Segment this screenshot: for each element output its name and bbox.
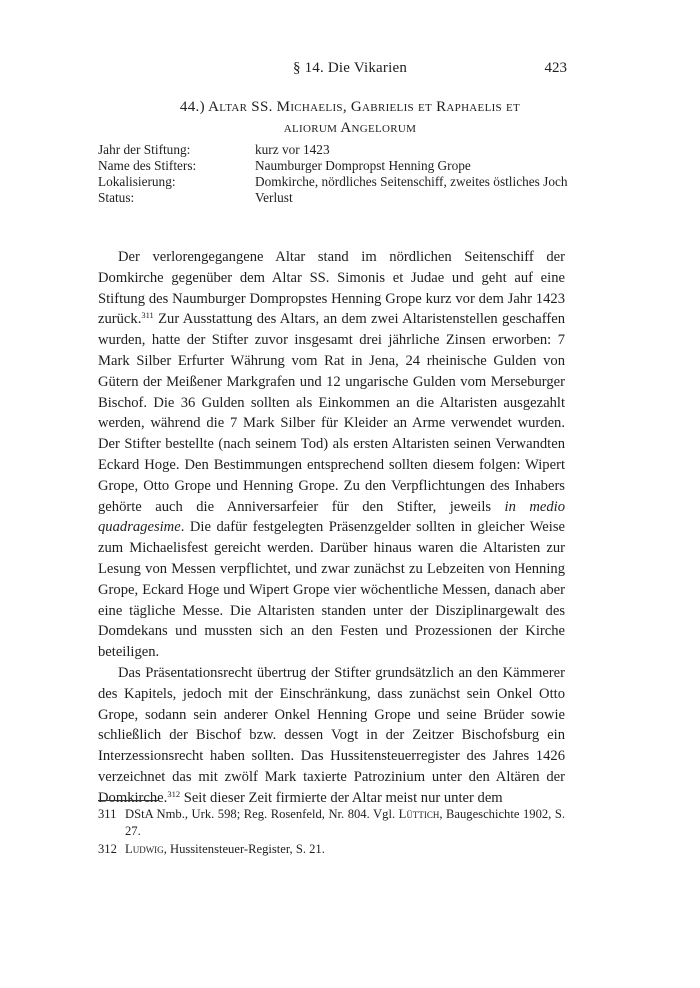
meta-row-location <box>98 174 578 190</box>
body-text <box>98 247 565 809</box>
meta-row-status <box>98 190 578 206</box>
meta-row-year <box>98 142 578 158</box>
footnote-divider <box>98 800 158 801</box>
section-heading-line-1: 44.) Altar SS. Michaelis, Gabrielis et Raphaelis et <box>179 99 521 115</box>
meta-value: Verlust <box>255 190 293 205</box>
footnote-text <box>125 841 565 858</box>
text-run: Der verlorengegangene Altar stand im nördlichen Seitenschiff der Domkirche gegenüber dem Altar SS. Simonis et Judae und geht auf eine Stiftung des Naumburger Dompropstes Henning Grope kurz vor dem Jahr 1423 zurück. <box>98 249 565 328</box>
footnote-number: 311 <box>98 807 117 821</box>
author-name: Ludwig <box>125 842 164 856</box>
section-heading-line-2: aliorum Angelorum <box>283 120 417 136</box>
italic-phrase: in medio quadragesime <box>98 498 565 536</box>
meta-label: Status: <box>98 190 135 205</box>
meta-label: Name des Stifters: <box>98 158 197 173</box>
text-run: Seit dieser Zeit firmierte der Altar meist nur unter dem <box>180 789 503 806</box>
page-number: 423 <box>544 60 567 76</box>
running-header: § 14. Die Vikarien <box>292 60 408 76</box>
meta-label: Jahr der Stiftung: <box>98 142 191 157</box>
text-run: , Baugeschichte 1902, S. 27. <box>125 807 565 838</box>
footnote-ref[interactable]: 311 <box>141 310 154 321</box>
meta-row-founder <box>98 158 578 174</box>
footnote-ref[interactable]: 312 <box>167 788 181 799</box>
author-name: Lüttich <box>398 807 440 821</box>
text-run: . Die dafür festgelegten Präsenzgelder sollten in gleicher Weise zum Michaelisfest gereicht werden. Darüber hinaus waren die Altaristen zur Lesung von Messen verpflichtet, und zwar zunächst zu Lebzeiten von Henning Grope, Eckard Hoge und Wipert Grope vier wöchentliche Messen, danach aber eine tägliche Messe. Die Altaristen standen unter der Disziplinargewalt des Domdekans und mussten sich an den Festen und Prozessionen der Kirche beteiligen. <box>98 519 565 661</box>
footnote-number: 312 <box>98 842 117 856</box>
footnotes <box>98 806 565 860</box>
paragraph <box>98 247 565 663</box>
footnote-text <box>125 806 565 839</box>
text-run: Zur Ausstattung des Altars, an dem zwei Altaristenstellen geschaffen wurden, hatte der Stifter zuvor insgesamt drei jährliche Zinsen erworben: 7 Mark Silber Erfurter Währung vom Rat in Jena, 24 rheinische Gulden von Gütern der Meißener Markgrafen und 12 ungarische Gulden vom Merseburger Bischof. Die 36 Gulden sollten als Einkommen an die Altaristen ausgezahlt werden, während die 7 Mark Silber für Kleider an Arme verwendet wurden. Der Stifter bestellte (nach seinem Tod) als ersten Altaristen seinen Verwandten Eckard Hoge. Den Bestimmungen entsprechend sollten diesem folgen: Wipert Grope, Otto Grope und Henning Grope. Zu den Verpflichtungen des Inhabers gehörte auch die Anniversarfeier für den Stifter, jeweils <box>98 311 565 515</box>
meta-value: Domkirche, nördliches Seitenschiff, zweites östliches Joch <box>255 174 568 189</box>
section-heading <box>120 97 580 139</box>
paragraph <box>98 663 565 809</box>
meta-value: kurz vor 1423 <box>255 142 330 157</box>
meta-value: Naumburger Dompropst Henning Grope <box>255 158 471 173</box>
altar-metadata <box>98 142 578 206</box>
footnote-312 <box>98 841 565 858</box>
footnote-311 <box>98 806 565 839</box>
text-run: , Hussitensteuer-Register, S. 21. <box>163 842 325 856</box>
meta-label: Lokalisierung: <box>98 174 176 189</box>
text-run: Das Präsentationsrecht übertrug der Stifter grundsätzlich an den Kämmerer des Kapitels, jedoch mit der Einschränkung, dass zunächst sein Onkel Otto Grope, sodann sein anderer Onkel Henning Grope und seine Brüder sowie schließlich der Bischof bzw. dessen Vogt in der Zeitzer Bischofsburg ein Interzessionsrecht haben sollten. Das Hussitensteuerregister des Jahres 1426 verzeichnet das mit zwölf Mark taxierte Patrozinium unter den Altären der Domkirche. <box>98 664 565 806</box>
text-run: DStA Nmb., Urk. 598; Reg. Rosenfeld, Nr. 804. Vgl. <box>125 807 399 821</box>
